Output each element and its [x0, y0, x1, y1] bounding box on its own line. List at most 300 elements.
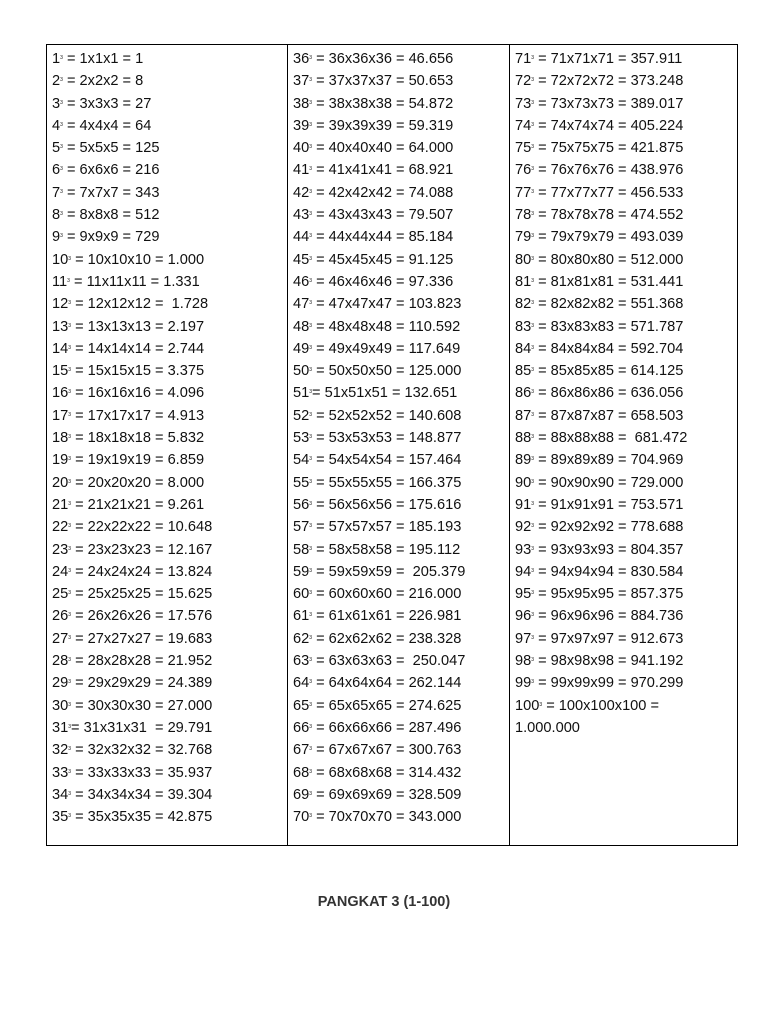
expansion-result: = 2x2x2 = 8	[62, 73, 144, 90]
table-row	[52, 627, 287, 649]
base-number: 42	[293, 184, 310, 201]
exponent: 3	[60, 211, 63, 218]
expansion-result: = 33x33x33 = 35.937	[71, 764, 213, 781]
expansion-result: = 70x70x70 = 343.000	[312, 809, 462, 826]
exponent: 3	[531, 545, 535, 552]
base-number: 55	[293, 474, 310, 491]
exponent: 3	[309, 411, 313, 418]
base-number: 8	[52, 207, 61, 224]
exponent: 3	[309, 456, 313, 463]
expansion-result: = 90x90x90 = 729.000	[534, 474, 684, 491]
expansion-result: = 62x62x62 = 238.328	[312, 630, 462, 647]
expansion-result: = 39x39x39 = 59.319	[312, 117, 454, 134]
exponent: 3	[309, 277, 313, 284]
expansion-result: = 29x29x29 = 24.389	[71, 675, 213, 692]
base-number: 81	[515, 273, 532, 290]
table-row	[293, 716, 509, 738]
base-number: 46	[293, 273, 310, 290]
exponent: 3	[309, 768, 313, 775]
base-number: 35	[52, 809, 69, 826]
expansion-result: = 22x22x22 = 10.648	[71, 519, 213, 536]
table-row	[52, 381, 287, 403]
table-row	[515, 493, 737, 515]
base-number: 82	[515, 296, 532, 313]
base-number: 83	[515, 318, 532, 335]
table-row	[52, 604, 287, 626]
base-number: 10	[52, 251, 69, 268]
table-row	[52, 114, 287, 136]
table-row	[293, 404, 509, 426]
base-number: 22	[52, 519, 69, 536]
base-number: 94	[515, 563, 532, 580]
exponent: 3	[68, 746, 72, 753]
expansion-result: = 51x51x51 = 132.651	[312, 385, 458, 402]
table-row	[515, 47, 737, 69]
base-number: 19	[52, 452, 69, 469]
exponent: 3	[60, 121, 63, 128]
expansion-result: = 55x55x55 = 166.375	[312, 474, 462, 491]
expansion-result: = 34x34x34 = 39.304	[71, 786, 213, 803]
exponent: 3	[309, 679, 313, 686]
expansion-result: = 79x79x79 = 493.039	[534, 229, 684, 246]
table-row	[52, 671, 287, 693]
exponent: 3	[309, 166, 313, 173]
exponent: 3	[68, 344, 72, 351]
expansion-result: = 91x91x91 = 753.571	[534, 496, 684, 513]
base-number: 18	[52, 430, 69, 447]
table-row	[52, 69, 287, 91]
exponent: 3	[309, 255, 313, 262]
exponent: 3	[309, 523, 313, 530]
exponent: 3	[68, 790, 72, 797]
exponent: 3	[68, 679, 72, 686]
expansion-result: = 9x9x9 = 729	[62, 229, 160, 246]
base-number: 33	[52, 764, 69, 781]
exponent: 3	[68, 567, 72, 574]
exponent: 3	[68, 500, 72, 507]
exponent: 3	[309, 211, 313, 218]
table-row	[293, 738, 509, 760]
exponent: 3	[309, 612, 313, 619]
base-number: 4	[52, 117, 61, 134]
base-number: 66	[293, 719, 310, 736]
table-row	[293, 649, 509, 671]
base-number: 58	[293, 541, 310, 558]
base-number: 39	[293, 117, 310, 134]
exponent: 3	[531, 612, 535, 619]
exponent: 3	[531, 99, 535, 106]
table-row	[515, 649, 737, 671]
exponent: 3	[309, 188, 313, 195]
table-row	[293, 203, 509, 225]
table-row	[52, 515, 287, 537]
base-number: 47	[293, 296, 310, 313]
table-row	[52, 203, 287, 225]
exponent: 3	[60, 188, 63, 195]
table-row	[52, 805, 287, 827]
exponent: 3	[309, 746, 313, 753]
base-number: 54	[293, 452, 310, 469]
table-row	[515, 515, 737, 537]
exponent: 3	[531, 500, 535, 507]
expansion-result: = 69x69x69 = 328.509	[312, 786, 462, 803]
exponent: 3	[531, 77, 535, 84]
exponent: 3	[60, 166, 63, 173]
table-row	[515, 92, 737, 114]
expansion-result: = 32x32x32 = 32.768	[71, 742, 213, 759]
table-row	[52, 337, 287, 359]
expansion-result: = 82x82x82 = 551.368	[534, 296, 684, 313]
expansion-result: = 42x42x42 = 74.088	[312, 184, 454, 201]
base-number: 88	[515, 430, 532, 447]
base-number: 62	[293, 630, 310, 647]
table-row	[52, 315, 287, 337]
exponent: 3	[68, 389, 72, 396]
exponent: 3	[309, 77, 313, 84]
exponent: 3	[531, 478, 535, 485]
table-row	[52, 92, 287, 114]
exponent: 3	[68, 367, 72, 374]
exponent: 3	[531, 188, 535, 195]
exponent: 3	[531, 389, 535, 396]
expansion-result: = 23x23x23 = 12.167	[71, 541, 213, 558]
exponent: 3	[68, 300, 72, 307]
base-number: 64	[293, 675, 310, 692]
table-row	[293, 493, 509, 515]
expansion-result: = 30x30x30 = 27.000	[71, 697, 213, 714]
expansion-result: = 50x50x50 = 125.000	[312, 363, 462, 380]
table-row	[293, 538, 509, 560]
table-row	[293, 359, 509, 381]
base-number: 21	[52, 496, 69, 513]
expansion-result: = 35x35x35 = 42.875	[71, 809, 213, 826]
table-row	[515, 381, 737, 403]
table-row	[293, 671, 509, 693]
base-number: 23	[52, 541, 69, 558]
expansion-result: = 40x40x40 = 64.000	[312, 140, 454, 157]
expansion-result: = 96x96x96 = 884.736	[534, 608, 684, 625]
table-row	[515, 158, 737, 180]
base-number: 15	[52, 363, 69, 380]
table-row	[293, 381, 509, 403]
exponent: 3	[309, 478, 313, 485]
table-row	[52, 448, 287, 470]
table-row	[293, 627, 509, 649]
table-row	[293, 694, 509, 716]
table-column-2	[287, 45, 509, 845]
expansion-result: = 63x63x63 = 250.047	[312, 653, 466, 670]
expansion-result: = 11x11x11 = 1.331	[69, 273, 200, 290]
exponent: 3	[68, 456, 72, 463]
exponent: 3	[539, 701, 543, 708]
table-row	[515, 404, 737, 426]
exponent: 3	[60, 233, 63, 240]
table-row	[293, 181, 509, 203]
table-row	[52, 783, 287, 805]
base-number: 53	[293, 430, 310, 447]
table-row	[52, 292, 287, 314]
expansion-result: = 10x10x10 = 1.000	[71, 251, 205, 268]
base-number: 50	[293, 363, 310, 380]
base-number: 67	[293, 742, 310, 759]
table-row	[293, 248, 509, 270]
table-row	[515, 315, 737, 337]
base-number: 30	[52, 697, 69, 714]
base-number: 75	[515, 140, 532, 157]
table-row	[293, 315, 509, 337]
base-number: 92	[515, 519, 532, 536]
table-row	[293, 292, 509, 314]
base-number: 89	[515, 452, 532, 469]
exponent: 3	[60, 144, 63, 151]
base-number: 45	[293, 251, 310, 268]
expansion-result: = 83x83x83 = 571.787	[534, 318, 684, 335]
base-number: 85	[515, 363, 532, 380]
expansion-result: = 77x77x77 = 456.533	[534, 184, 684, 201]
table-row	[515, 560, 737, 582]
base-number: 9	[52, 229, 61, 246]
expansion-result: = 95x95x95 = 857.375	[534, 586, 684, 603]
exponent: 3	[309, 701, 313, 708]
table-row	[293, 92, 509, 114]
table-row	[52, 582, 287, 604]
table-row	[515, 114, 737, 136]
base-number: 86	[515, 385, 532, 402]
table-row	[515, 448, 737, 470]
expansion-result: = 92x92x92 = 778.688	[534, 519, 684, 536]
table-row	[515, 181, 737, 203]
exponent: 3	[309, 367, 313, 374]
expansion-result: = 76x76x76 = 438.976	[534, 162, 684, 179]
expansion-result: = 38x38x38 = 54.872	[312, 95, 454, 112]
exponent: 3	[68, 478, 72, 485]
table-row	[515, 203, 737, 225]
base-number: 52	[293, 407, 310, 424]
expansion-result: = 81x81x81 = 531.441	[534, 273, 684, 290]
exponent: 3	[531, 434, 535, 441]
exponent: 3	[309, 144, 313, 151]
expansion-result: = 75x75x75 = 421.875	[534, 140, 684, 157]
exponent: 3	[531, 679, 535, 686]
expansion-result: = 3x3x3 = 27	[62, 95, 152, 112]
base-number: 57	[293, 519, 310, 536]
base-number: 32	[52, 742, 69, 759]
base-number: 29	[52, 675, 69, 692]
base-number: 43	[293, 207, 310, 224]
base-number: 5	[52, 140, 61, 157]
expansion-result: = 59x59x59 = 205.379	[312, 563, 466, 580]
expansion-result: = 73x73x73 = 389.017	[534, 95, 684, 112]
table-row	[52, 493, 287, 515]
exponent: 3	[309, 99, 313, 106]
exponent: 3	[309, 723, 313, 730]
exponent: 3	[531, 523, 535, 530]
exponent: 3	[309, 545, 313, 552]
exponent: 3	[68, 590, 72, 597]
expansion-result: = 94x94x94 = 830.584	[534, 563, 684, 580]
expansion-result: = 18x18x18 = 5.832	[71, 430, 205, 447]
table-row	[52, 471, 287, 493]
base-number: 91	[515, 496, 532, 513]
exponent: 3	[531, 322, 535, 329]
expansion-result: 1.000.000	[515, 719, 580, 736]
expansion-result: = 14x14x14 = 2.744	[71, 340, 205, 357]
table-row	[515, 426, 737, 448]
base-number: 16	[52, 385, 69, 402]
table-row	[293, 158, 509, 180]
base-number: 71	[515, 51, 532, 67]
table-row	[52, 270, 287, 292]
expansion-result: = 20x20x20 = 8.000	[71, 474, 205, 491]
base-number: 49	[293, 340, 310, 357]
table-row	[515, 292, 737, 314]
table-row	[515, 136, 737, 158]
expansion-result: = 98x98x98 = 941.192	[534, 653, 684, 670]
base-number: 76	[515, 162, 532, 179]
expansion-result: = 89x89x89 = 704.969	[534, 452, 684, 469]
table-row	[52, 694, 287, 716]
table-row	[52, 404, 287, 426]
table-row	[293, 560, 509, 582]
expansion-result: = 13x13x13 = 2.197	[71, 318, 205, 335]
table-row	[52, 560, 287, 582]
exponent: 3	[309, 121, 313, 128]
expansion-result: = 68x68x68 = 314.432	[312, 764, 462, 781]
exponent: 3	[60, 99, 63, 106]
table-row	[293, 515, 509, 537]
page-caption: PANGKAT 3 (1-100)	[317, 894, 451, 910]
base-number: 17	[52, 407, 69, 424]
expansion-result: = 4x4x4 = 64	[62, 117, 152, 134]
base-number: 95	[515, 586, 532, 603]
table-row	[52, 225, 287, 247]
base-number: 38	[293, 95, 310, 112]
exponent: 3	[68, 768, 72, 775]
expansion-result: = 58x58x58 = 195.112	[312, 541, 461, 558]
table-row	[52, 649, 287, 671]
base-number: 61	[293, 608, 310, 625]
table-row	[293, 582, 509, 604]
base-number: 14	[52, 340, 69, 357]
exponent: 3	[309, 634, 313, 641]
table-row	[52, 761, 287, 783]
table-row	[293, 471, 509, 493]
expansion-result: = 56x56x56 = 175.616	[312, 496, 462, 513]
base-number: 96	[515, 608, 532, 625]
expansion-result: = 16x16x16 = 4.096	[71, 385, 205, 402]
base-number: 90	[515, 474, 532, 491]
table-row	[293, 761, 509, 783]
expansion-result: = 28x28x28 = 21.952	[71, 653, 213, 670]
expansion-result: = 64x64x64 = 262.144	[312, 675, 462, 692]
exponent: 3	[531, 121, 535, 128]
expansion-result: = 46x46x46 = 97.336	[312, 273, 454, 290]
expansion-result: = 52x52x52 = 140.608	[312, 407, 462, 424]
base-number: 80	[515, 251, 532, 268]
exponent: 3	[531, 211, 535, 218]
expansion-result: = 86x86x86 = 636.056	[534, 385, 684, 402]
expansion-result: = 1x1x1 = 1	[62, 51, 144, 67]
exponent: 3	[531, 144, 535, 151]
base-number: 78	[515, 207, 532, 224]
table-row	[515, 538, 737, 560]
expansion-result: = 26x26x26 = 17.576	[71, 608, 213, 625]
expansion-result: = 53x53x53 = 148.877	[312, 430, 462, 447]
table-row	[52, 47, 287, 69]
expansion-result: = 48x48x48 = 110.592	[312, 318, 461, 335]
exponent: 3	[68, 701, 72, 708]
base-number: 70	[293, 809, 310, 826]
expansion-result: = 93x93x93 = 804.357	[534, 541, 684, 558]
exponent: 3	[309, 322, 313, 329]
expansion-result: = 19x19x19 = 6.859	[71, 452, 205, 469]
exponent: 3	[68, 612, 72, 619]
exponent: 3	[68, 634, 72, 641]
base-number: 1	[52, 51, 61, 67]
exponent: 3	[531, 277, 535, 284]
exponent: 3	[531, 55, 535, 61]
exponent: 3	[531, 166, 535, 173]
exponent: 3	[67, 277, 70, 284]
exponent: 3	[309, 813, 313, 820]
table-row	[52, 538, 287, 560]
exponent: 3	[531, 233, 535, 240]
expansion-result: = 78x78x78 = 474.552	[534, 207, 684, 224]
exponent: 3	[309, 55, 313, 61]
base-number: 34	[52, 786, 69, 803]
expansion-result: = 88x88x88 = 681.472	[534, 430, 688, 447]
base-number: 28	[52, 653, 69, 670]
expansion-result: = 65x65x65 = 274.625	[312, 697, 462, 714]
exponent: 3	[68, 322, 72, 329]
expansion-result: = 67x67x67 = 300.763	[312, 742, 462, 759]
base-number: 24	[52, 563, 69, 580]
exponent: 3	[531, 590, 535, 597]
base-number: 84	[515, 340, 532, 357]
base-number: 79	[515, 229, 532, 246]
expansion-result: = 37x37x37 = 50.653	[312, 73, 454, 90]
table-row	[515, 248, 737, 270]
expansion-result: = 49x49x49 = 117.649	[312, 340, 461, 357]
base-number: 59	[293, 563, 310, 580]
base-number: 36	[293, 51, 310, 67]
exponent: 3	[531, 255, 535, 262]
expansion-result: = 5x5x5 = 125	[62, 140, 160, 157]
base-number: 48	[293, 318, 310, 335]
exponent: 3	[531, 657, 535, 664]
base-number: 60	[293, 586, 310, 603]
base-number: 3	[52, 95, 61, 112]
table-row	[293, 136, 509, 158]
exponent: 3	[309, 567, 313, 574]
base-number: 11	[52, 273, 68, 290]
base-number: 27	[52, 630, 69, 647]
expansion-result: = 15x15x15 = 3.375	[71, 363, 205, 380]
base-number: 44	[293, 229, 310, 246]
base-number: 37	[293, 73, 310, 90]
table-row	[515, 604, 737, 626]
base-number: 6	[52, 162, 61, 179]
expansion-result: = 71x71x71 = 357.911	[534, 51, 683, 67]
exponent: 3	[68, 434, 72, 441]
exponent: 3	[531, 344, 535, 351]
table-row	[52, 181, 287, 203]
expansion-result: = 66x66x66 = 287.496	[312, 719, 462, 736]
table-column-1	[47, 45, 287, 845]
table-row	[293, 114, 509, 136]
base-number: 20	[52, 474, 69, 491]
exponent: 3	[309, 434, 313, 441]
